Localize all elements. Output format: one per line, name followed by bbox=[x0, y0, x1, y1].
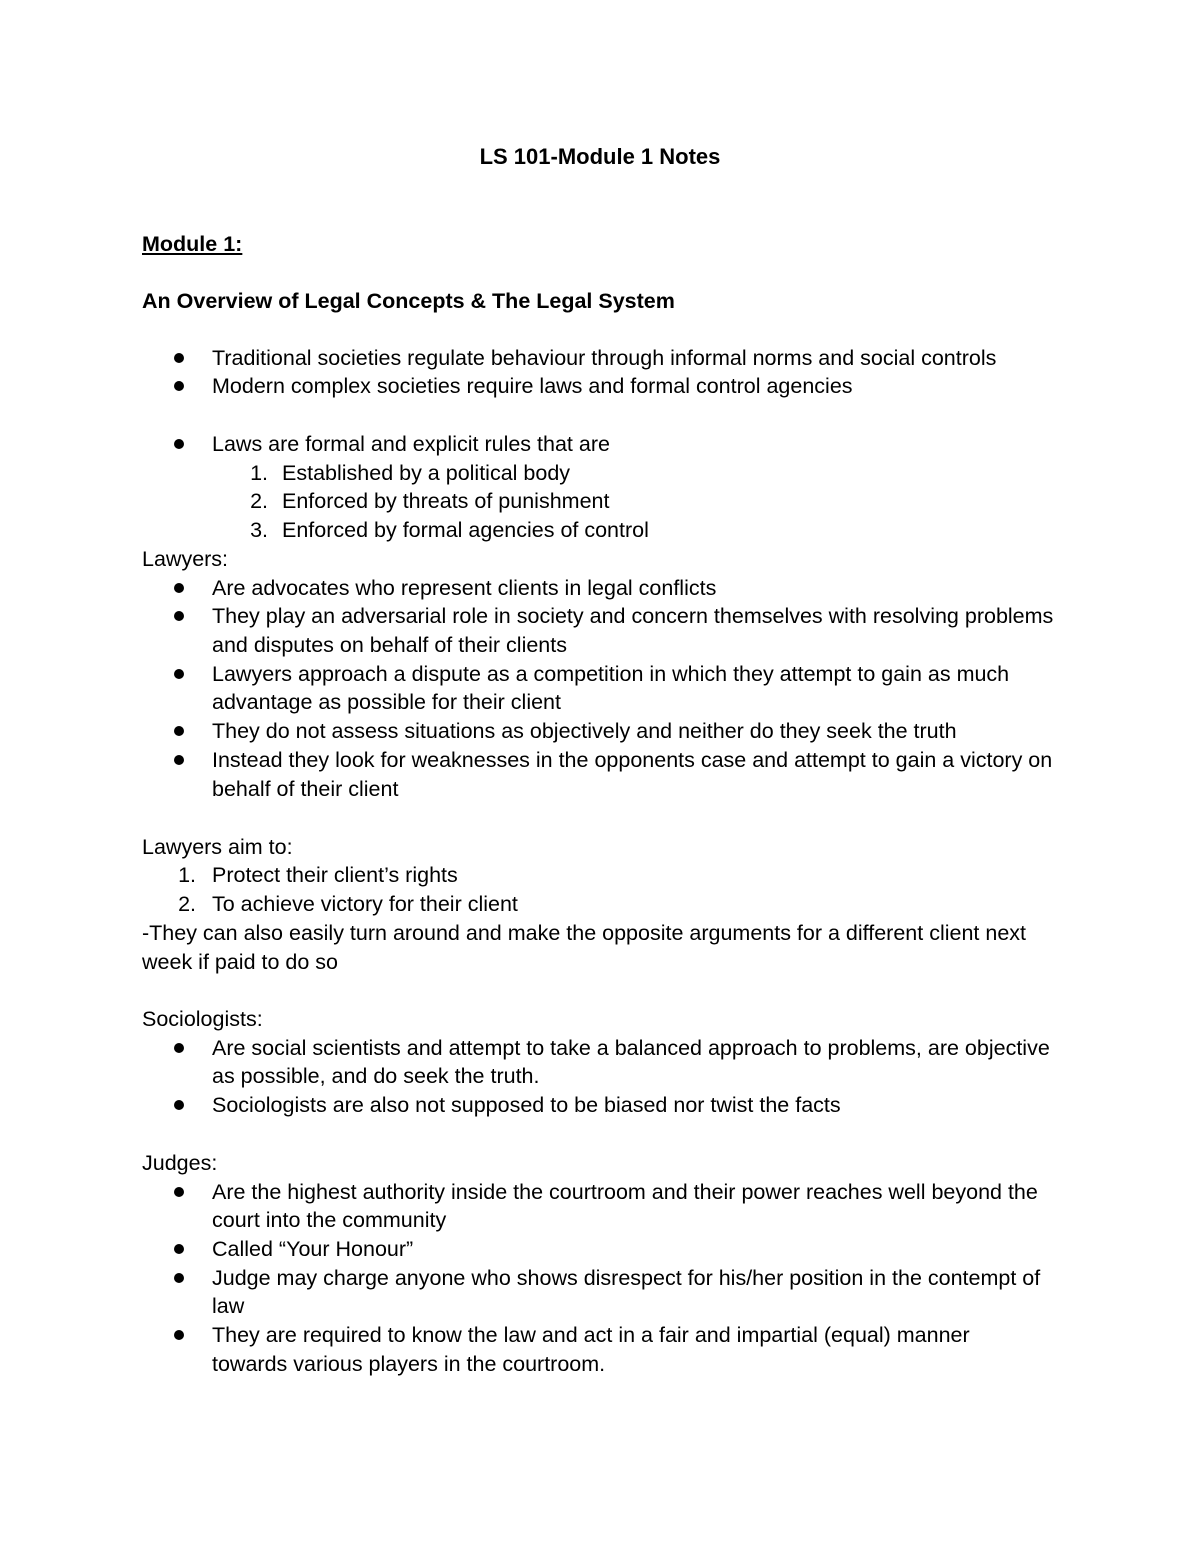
lawyers-aim-note: -They can also easily turn around and make the opposite arguments for a different client next bbox=[142, 921, 1026, 945]
list-item: Protect their client’s rights bbox=[212, 863, 458, 887]
lawyers-bullet: Instead they look for weaknesses in the opponents case and attempt to gain a victory on bbox=[212, 748, 1053, 772]
list-item: Enforced by formal agencies of control bbox=[282, 518, 649, 542]
lawyers-bullet: They play an adversarial role in society and concern themselves with resolving problems bbox=[212, 604, 1054, 628]
sociologists-heading: Sociologists: bbox=[142, 1007, 263, 1031]
list-number: 3. bbox=[250, 518, 268, 542]
lawyers-bullet: Are advocates who represent clients in legal conflicts bbox=[212, 576, 717, 600]
lawyers-heading: Lawyers: bbox=[142, 547, 229, 571]
bullet-marker bbox=[174, 1187, 184, 1197]
sociologists-bullet-cont: as possible, and do seek the truth. bbox=[212, 1064, 540, 1088]
lawyers-bullet-cont: and disputes on behalf of their clients bbox=[212, 633, 567, 657]
judges-bullet: Judge may charge anyone who shows disrespect for his/her position in the contempt of bbox=[212, 1266, 1041, 1290]
document-title: LS 101-Module 1 Notes bbox=[479, 144, 721, 169]
lawyers-bullet: Lawyers approach a dispute as a competition in which they attempt to gain as much bbox=[212, 662, 1010, 686]
bullet-marker bbox=[174, 583, 184, 593]
judges-heading: Judges: bbox=[142, 1151, 218, 1175]
judges-bullet: Are the highest authority inside the courtroom and their power reaches well beyond the bbox=[212, 1180, 1038, 1204]
bullet-marker bbox=[174, 381, 184, 391]
list-number: 1. bbox=[250, 461, 268, 485]
list-number: 1. bbox=[178, 863, 196, 887]
lawyers-bullet-cont: behalf of their client bbox=[212, 777, 399, 801]
lawyers-bullet-cont: advantage as possible for their client bbox=[212, 690, 561, 714]
judges-bullet-cont: court into the community bbox=[212, 1208, 447, 1232]
lawyers-aim-note-cont: week if paid to do so bbox=[142, 950, 339, 974]
laws-bullet: Laws are formal and explicit rules that are bbox=[212, 432, 610, 456]
bullet-marker bbox=[174, 611, 184, 621]
overview-heading: An Overview of Legal Concepts & The Legal System bbox=[142, 289, 675, 313]
judges-bullet-cont: law bbox=[212, 1294, 245, 1318]
list-number: 2. bbox=[178, 892, 196, 916]
bullet-marker bbox=[174, 1330, 184, 1340]
list-item: To achieve victory for their client bbox=[212, 892, 518, 916]
bullet-marker bbox=[174, 1244, 184, 1254]
sociologists-bullet: Are social scientists and attempt to take a balanced approach to problems, are objective bbox=[212, 1036, 1050, 1060]
overview-bullet: Modern complex societies require laws and formal control agencies bbox=[212, 374, 853, 398]
bullet-marker bbox=[174, 669, 184, 679]
judges-bullet: They are required to know the law and act in a fair and impartial (equal) manner bbox=[212, 1323, 970, 1347]
bullet-marker bbox=[174, 353, 184, 363]
list-number: 2. bbox=[250, 489, 268, 513]
list-item: Enforced by threats of punishment bbox=[282, 489, 610, 513]
sociologists-bullet: Sociologists are also not supposed to be biased nor twist the facts bbox=[212, 1093, 841, 1117]
list-item: Established by a political body bbox=[282, 461, 571, 485]
overview-bullet: Traditional societies regulate behaviour through informal norms and social controls bbox=[212, 346, 997, 370]
judges-bullet: Called “Your Honour” bbox=[212, 1237, 414, 1261]
lawyers-bullet: They do not assess situations as objectively and neither do they seek the truth bbox=[212, 719, 957, 743]
bullet-marker bbox=[174, 1043, 184, 1053]
bullet-marker bbox=[174, 726, 184, 736]
bullet-marker bbox=[174, 439, 184, 449]
bullet-marker bbox=[174, 1100, 184, 1110]
bullet-marker bbox=[174, 755, 184, 765]
lawyers-aim-heading: Lawyers aim to: bbox=[142, 835, 293, 859]
module-heading: Module 1: bbox=[142, 232, 243, 256]
bullet-marker bbox=[174, 1273, 184, 1283]
judges-bullet-cont: towards various players in the courtroom. bbox=[212, 1352, 606, 1376]
